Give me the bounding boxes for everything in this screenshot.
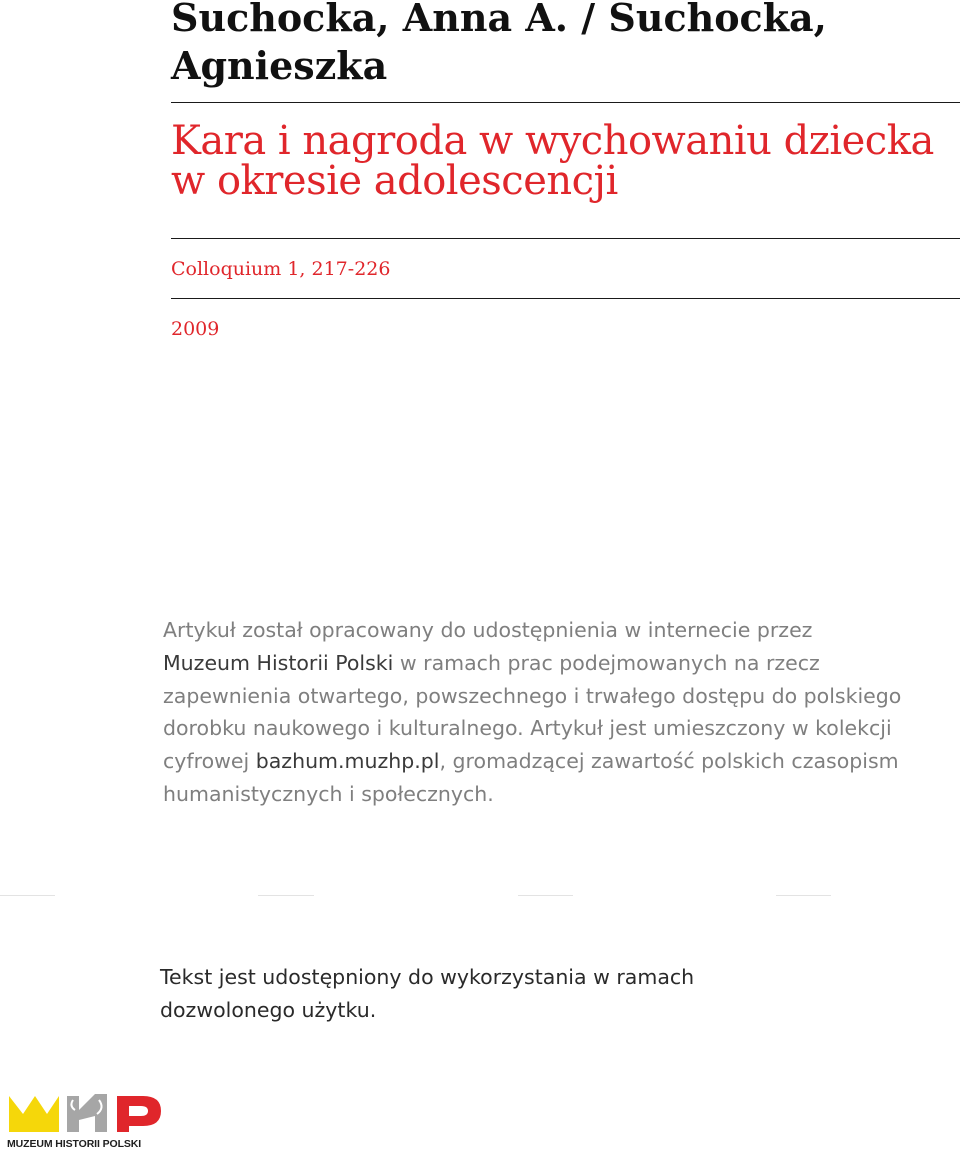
logo-m-shape (9, 1096, 59, 1132)
separator-dash (518, 895, 573, 896)
museum-name: Muzeum Historii Polski (163, 650, 394, 675)
notice-text: Artykuł został opracowany do udostępnienia w internecie przez (163, 618, 813, 642)
collection-link[interactable]: bazhum.muzhp.pl (255, 749, 440, 774)
logo-p-shape (117, 1096, 161, 1132)
source-citation: Colloquium 1, 217-226 (171, 258, 391, 280)
separator-dash (0, 895, 55, 896)
divider-rule (171, 298, 960, 299)
logo-h-shape (67, 1094, 107, 1132)
divider-rule (171, 238, 960, 239)
article-title: Kara i nagroda w wychowaniu dziecka w okresie adolescencji (171, 118, 934, 204)
logo-caption: MUZEUM HISTORII POLSKI (7, 1138, 142, 1150)
divider-rule (171, 102, 960, 103)
separator-dash (776, 895, 831, 896)
notice-text: , gromadzącej zawartość polskich czasopism humanistycznych i społecznych. (163, 749, 899, 806)
digitization-notice (163, 614, 903, 811)
usage-notice: Tekst jest udostępniony do wykorzystania w ramach dozwolonego użytku. (160, 965, 695, 1022)
publication-year: 2009 (171, 318, 220, 340)
separator-dash (258, 895, 314, 896)
author-names: Suchocka, Anna A. / Suchocka, Agnieszka (171, 0, 827, 88)
notice-text: w ramach prac podejmowanych na rzecz zapewnienia otwartego, powszechnego i trwałego dostępu do polskiego dorobku naukowego i kulturalnego. Artykuł jest umieszczony w kolekcji cyfrowej (163, 650, 902, 774)
